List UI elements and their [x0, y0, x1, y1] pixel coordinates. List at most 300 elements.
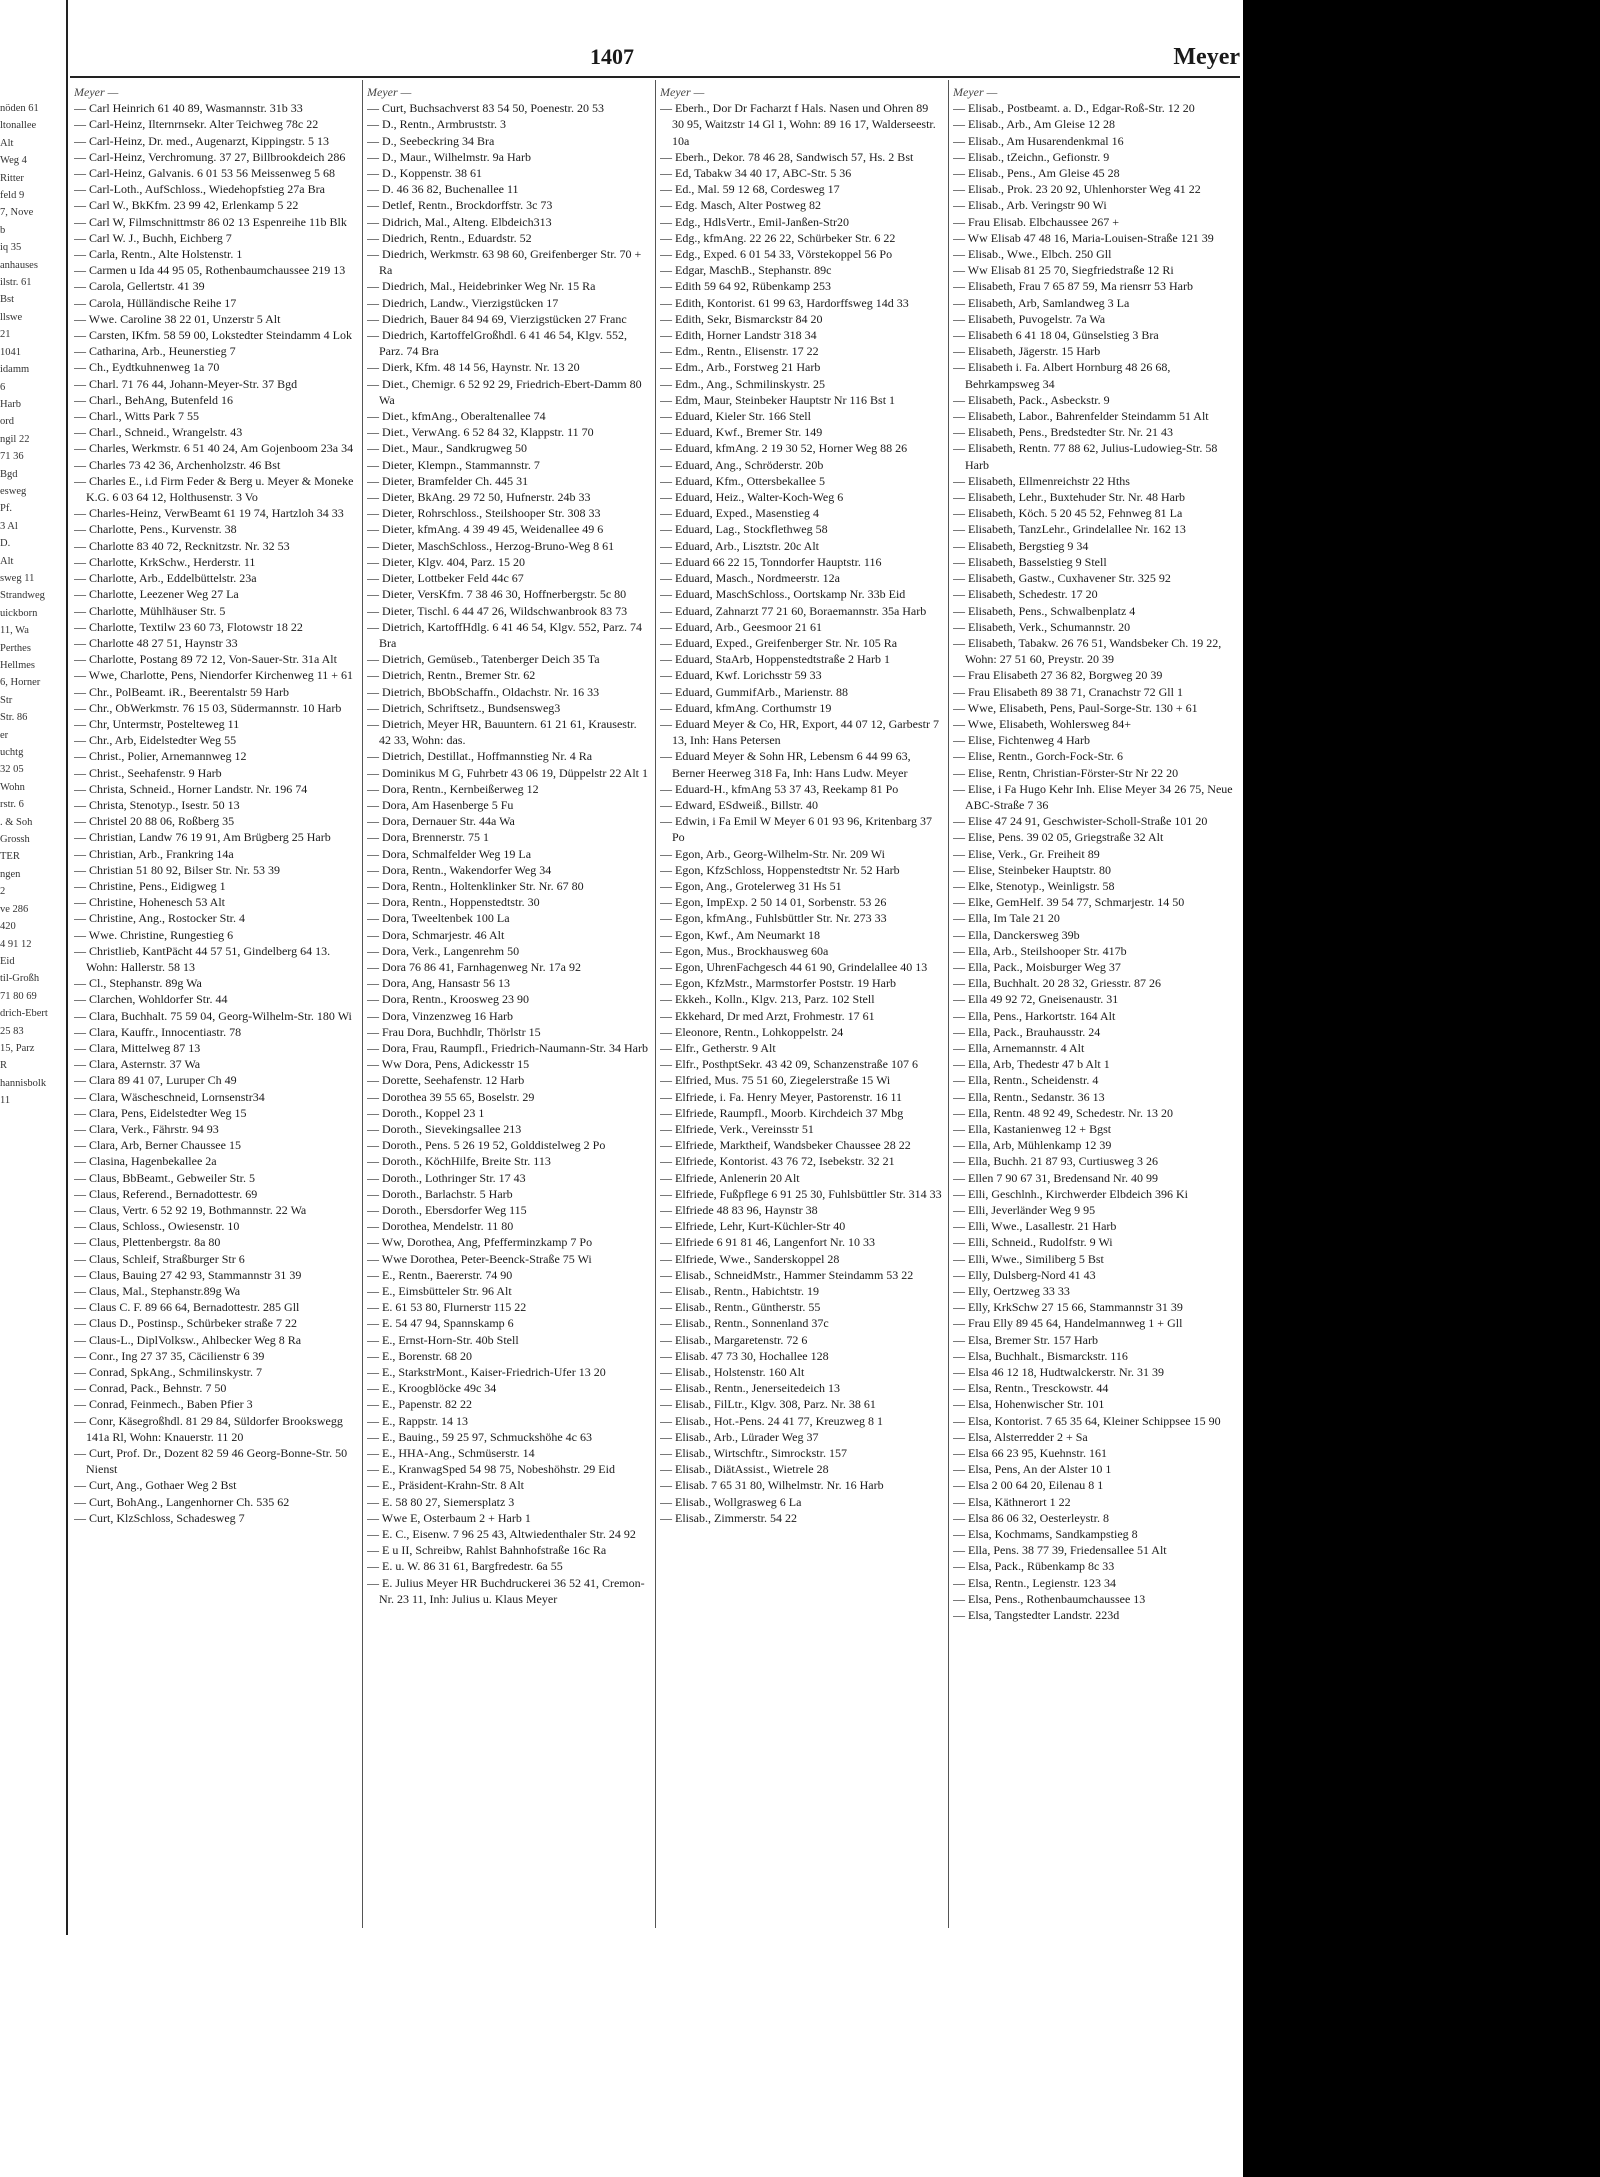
directory-entry: — Eduard, Masch., Nordmeerstr. 12a — [660, 571, 840, 586]
directory-entry: — Elisab., Rentn., Habichtstr. 19 — [660, 1284, 819, 1299]
directory-entry: — Elisab., SchneidMstr., Hammer Steindamm 53 22 — [660, 1267, 914, 1282]
directory-entry: — Ekkehard, Dr med Arzt, Frohmestr. 17 61 — [660, 1008, 875, 1023]
directory-entry: — Doroth., Ebersdorfer Weg 115 — [367, 1203, 527, 1218]
directory-entry: — Dieter, Tischl. 6 44 47 26, Wildschwanbrook 83 73 — [367, 603, 628, 618]
directory-entry: — Dieter, Rohrschloss., Steilshooper Str. 308 33 — [367, 506, 601, 521]
fragment-line: 420 — [0, 921, 16, 933]
directory-entry: — Elisab., Postbeamt. a. D., Edgar-Roß-Str. 12 20 — [953, 101, 1195, 116]
directory-entry: — Dominikus M G, Fuhrbetr 43 06 19, Düppelstr 22 Alt 1 — [367, 765, 648, 780]
directory-entry: — Elisab., Hot.-Pens. 24 41 77, Kreuzweg 8 1 — [660, 1413, 883, 1428]
directory-entry: — Christine, Ang., Rostocker Str. 4 — [74, 911, 245, 926]
directory-entry: — Chr., PolBeamt. iR., Beerentalstr 59 Harb — [74, 684, 289, 699]
directory-entry: — Elsa 66 23 95, Kuehnstr. 161 — [953, 1446, 1107, 1461]
directory-entry: — Carsten, IKfm. 58 59 00, Lokstedter Steindamm 4 Lok — [74, 328, 352, 343]
fragment-line: Alt — [0, 555, 14, 567]
directory-entry: — E., Rappstr. 14 13 — [367, 1413, 468, 1428]
directory-entry: — Elli, Wwe., Similiberg 5 Bst — [953, 1251, 1104, 1266]
directory-entry: — D., Maur., Wilhelmstr. 9a Harb — [367, 149, 531, 164]
directory-entry: — Elsa 2 00 64 20, Eilenau 8 1 — [953, 1478, 1104, 1493]
directory-entry: — Elisab., Rentn., Güntherstr. 55 — [660, 1300, 821, 1315]
directory-entry: — Egon, Ang., Grotelerweg 31 Hs 51 — [660, 878, 842, 893]
directory-entry: — Ww Elisab 47 48 16, Maria-Louisen-Straße 121 39 — [953, 230, 1214, 245]
directory-entry: — Ella, Rentn., Sedanstr. 36 13 — [953, 1089, 1105, 1104]
scan-background-edge — [1243, 0, 1600, 2177]
directory-entry: — E., Eimsbütteler Str. 96 Alt — [367, 1284, 512, 1299]
fragment-line: Pf. — [0, 503, 12, 515]
directory-entry: — Eberh., Dekor. 78 46 28, Sandwisch 57, Hs. 2 Bst — [660, 149, 914, 164]
directory-entry: — Elisab., Prok. 23 20 92, Uhlenhorster Weg 41 22 — [953, 182, 1201, 197]
directory-entry: — Elisab., Wwe., Elbch. 250 Gll — [953, 247, 1112, 262]
fragment-line: 2 — [0, 886, 6, 898]
directory-entry: — Elke, GemHelf. 39 54 77, Schmarjestr. 14 50 — [953, 895, 1185, 910]
directory-entry: — Wwe, Elisabeth, Wohlersweg 84+ — [953, 716, 1131, 731]
directory-entry: — Ella, Arnemannstr. 4 Alt — [953, 1040, 1085, 1055]
directory-entry: — Elisabeth, Verk., Schumannstr. 20 — [953, 619, 1131, 634]
directory-entry: — D., Koppenstr. 38 61 — [367, 166, 482, 181]
directory-entry: — Dierk, Kfm. 48 14 56, Haynstr. Nr. 13 20 — [367, 360, 580, 375]
directory-entry: — Ella, Danckersweg 39b — [953, 927, 1080, 942]
directory-entry: — Elke, Stenotyp., Weinligstr. 58 — [953, 878, 1115, 893]
directory-entry: — Elfriede, Lehr, Kurt-Küchler-Str 40 — [660, 1219, 846, 1234]
directory-entry: — Eduard, Kieler Str. 166 Stell — [660, 409, 811, 424]
directory-entry: — Wwe, Elisabeth, Pens, Paul-Sorge-Str. 130 + 61 — [953, 700, 1198, 715]
fragment-line: 25 83 — [0, 1025, 24, 1037]
directory-entry: — Elfr., PosthptSekr. 43 42 09, Schanzenstraße 107 6 — [660, 1057, 918, 1072]
directory-entry: — Elisabeth, Bergstieg 9 34 — [953, 538, 1089, 553]
fragment-line: 32 05 — [0, 764, 24, 776]
directory-entry: — Carl W, Filmschnittmstr 86 02 13 Espenreihe 11b Blk — [74, 214, 347, 229]
directory-entry: — Chr, Untermstr, Postelteweg 11 — [74, 716, 240, 731]
directory-entry: — Dorothea, Mendelstr. 11 80 — [367, 1219, 514, 1234]
header-rule — [70, 76, 1240, 78]
directory-entry: — Elli, Schneid., Rudolfstr. 9 Wi — [953, 1235, 1113, 1250]
directory-entry: — Egon, KfzSchloss, Hoppenstedtstr Nr. 52 Harb — [660, 862, 900, 877]
directory-entry: — Egon, Mus., Brockhausweg 60a — [660, 943, 829, 958]
directory-entry: — Elisabeth, Pens., Bredstedter Str. Nr. 21 43 — [953, 425, 1173, 440]
fragment-line: 6, Horner — [0, 677, 41, 689]
column-3 — [660, 84, 942, 1914]
directory-entry: — Egon, kfmAng., Fuhlsbüttler Str. Nr. 273 33 — [660, 911, 887, 926]
directory-entry: — E u II, Schreibw, Rahlst Bahnhofstraße 16c Ra — [367, 1543, 607, 1558]
directory-entry: — Claus, Schleif, Straßburger Str 6 — [74, 1251, 245, 1266]
page-header — [70, 44, 1240, 74]
directory-entry: — Elisab., Zimmerstr. 54 22 — [660, 1510, 797, 1525]
directory-entry: — Elisab., Rentn., Sonnenland 37c — [660, 1316, 829, 1331]
directory-entry: — Diet., Chemigr. 6 52 92 29, Friedrich-Ebert-Damm 80 Wa — [367, 376, 642, 407]
fragment-line: ilstr. 61 — [0, 277, 32, 289]
directory-entry: — Dora, Brennerstr. 75 1 — [367, 830, 489, 845]
directory-entry: — Ella, Pens. 38 77 39, Friedensallee 51 Alt — [953, 1543, 1167, 1558]
directory-entry: — Claus D., Postinsp., Schürbeker straße 7 22 — [74, 1316, 297, 1331]
directory-entry: — Edg. Masch, Alter Postweg 82 — [660, 198, 821, 213]
directory-entry: — Edm., Rentn., Elisenstr. 17 22 — [660, 344, 819, 359]
directory-entry: — Elisabeth, Lehr., Buxtehuder Str. Nr. 48 Harb — [953, 490, 1185, 505]
column-head: Meyer — — [953, 85, 998, 99]
directory-entry: — Claus C. F. 89 66 64, Bernadottestr. 285 Gll — [74, 1300, 300, 1315]
directory-entry: — Charlotte 83 40 72, Recknitzstr. Nr. 32 53 — [74, 538, 290, 553]
directory-entry: — Edith, Kontorist. 61 99 63, Hardorffsweg 14d 33 — [660, 295, 909, 310]
directory-entry: — Clara, Verk., Fährstr. 94 93 — [74, 1122, 219, 1136]
directory-entry: — Elisabeth i. Fa. Albert Hornburg 48 26 68, Behrkampsweg 34 — [953, 360, 1171, 391]
column-4 — [953, 84, 1235, 1914]
directory-entry: — Claus, Referend., Bernadottestr. 69 — [74, 1186, 258, 1201]
directory-entry: — Eduard 66 22 15, Tonndorfer Hauptstr. 116 — [660, 554, 882, 569]
directory-entry: — Charlotte, Mühlhäuser Str. 5 — [74, 603, 226, 618]
directory-entry: — Dieter, VersKfm. 7 38 46 30, Hoffnerbergstr. 5c 80 — [367, 587, 627, 602]
directory-entry: — Conrad, SpkAng., Schmilinskystr. 7 — [74, 1365, 263, 1380]
directory-entry: — Ww, Dorothea, Ang, Pfefferminzkamp 7 Po — [367, 1235, 593, 1250]
directory-entry: — Doroth., KöchHilfe, Breite Str. 113 — [367, 1154, 551, 1169]
fragment-line: rstr. 6 — [0, 799, 24, 811]
directory-entry: — Eduard, Arb., Lisztstr. 20c Alt — [660, 538, 819, 553]
directory-entry: — Wwe. Christine, Rungestieg 6 — [74, 927, 234, 942]
directory-entry: — Claus, Mal., Stephanstr.89g Wa — [74, 1284, 241, 1299]
directory-entry: — Eduard, Heiz., Walter-Koch-Weg 6 — [660, 490, 844, 505]
directory-entry: — Dieter, kfmAng. 4 39 49 45, Weidenallee 49 6 — [367, 522, 604, 537]
directory-entry: — Edith, Horner Landstr 318 34 — [660, 328, 817, 343]
directory-entry: — Christian, Landw 76 19 91, Am Brügberg 25 Harb — [74, 830, 331, 845]
directory-entry: — Dietrich, Gemüseb., Tatenberger Deich 35 Ta — [367, 652, 600, 667]
directory-entry: — Claus, Vertr. 6 52 92 19, Bothmannstr. 22 Wa — [74, 1203, 307, 1218]
directory-entry: — D. 46 36 82, Buchenallee 11 — [367, 182, 519, 197]
directory-entry: — E., Ernst-Horn-Str. 40b Stell — [367, 1332, 519, 1347]
directory-entry: — Eduard-H., kfmAng 53 37 43, Reekamp 81 Po — [660, 781, 899, 796]
directory-entry: — Christ., Seehafenstr. 9 Harb — [74, 765, 222, 780]
directory-entry: — Elisab., Pens., Am Gleise 45 28 — [953, 166, 1120, 181]
directory-entry: — Eduard, Zahnarzt 77 21 60, Boraemannstr. 35a Harb — [660, 603, 927, 618]
directory-entry: — Elfriede, Fußpflege 6 91 25 30, Fuhlsbüttler Str. 314 33 — [660, 1186, 942, 1201]
directory-entry: — Elisabeth, Basselstieg 9 Stell — [953, 554, 1107, 569]
directory-entry: — Elisab., Arb., Lürader Weg 37 — [660, 1429, 819, 1444]
directory-entry: — Chr., ObWerkmstr. 76 15 03, Südermannstr. 10 Harb — [74, 700, 342, 715]
directory-entry: — Dora, Vinzenzweg 16 Harb — [367, 1008, 514, 1023]
directory-entry: — Chr., Arb, Eidelstedter Weg 55 — [74, 733, 237, 748]
directory-entry: — Egon, Kwf., Am Neumarkt 18 — [660, 927, 820, 942]
directory-entry: — Egon, UhrenFachgesch 44 61 90, Grindelallee 40 13 — [660, 959, 928, 974]
fragment-line: llswe — [0, 311, 23, 323]
fragment-line: Grossh — [0, 834, 30, 846]
directory-entry: — Charlotte 48 27 51, Haynstr 33 — [74, 635, 238, 650]
directory-entry: — E. 54 47 94, Spannskamp 6 — [367, 1316, 514, 1331]
fragment-line: 11 — [0, 1095, 11, 1107]
directory-entry: — Elfriede, Wwe., Sanderskoppel 28 — [660, 1251, 840, 1266]
directory-entry: — Edwin, i Fa Emil W Meyer 6 01 93 96, Kritenbarg 37 Po — [660, 814, 932, 845]
directory-entry: — Elli, Jeverländer Weg 9 95 — [953, 1203, 1096, 1218]
directory-entry: — E., HHA-Ang., Schmüserstr. 14 — [367, 1446, 535, 1461]
directory-entry: — Christa, Schneid., Horner Landstr. Nr. 196 74 — [74, 781, 308, 796]
directory-entry: — Elisab., tZeichn., Gefionstr. 9 — [953, 149, 1110, 164]
directory-entry: — Elise, Rentn., Gorch-Fock-Str. 6 — [953, 749, 1123, 764]
directory-entry: — Dieter, Klgv. 404, Parz. 15 20 — [367, 554, 526, 569]
fragment-line: 71 36 — [0, 451, 24, 463]
fragment-line: idamm — [0, 364, 30, 376]
directory-entry: — Carola, Hülländische Reihe 17 — [74, 295, 237, 310]
directory-entry: — Elise, Rentn, Christian-Förster-Str Nr 22 20 — [953, 765, 1179, 780]
directory-entry: — Clara, Kauffr., Innocentiastr. 78 — [74, 1024, 242, 1039]
fragment-line: ltonallee — [0, 120, 37, 132]
fragment-line: Eid — [0, 955, 15, 967]
fragment-line: D. — [0, 538, 11, 550]
directory-entry: — Ella, Arb., Steilshooper Str. 417b — [953, 943, 1127, 958]
directory-entry: — Diet., Maur., Sandkrugweg 50 — [367, 441, 527, 456]
fragment-line: 3 Al — [0, 520, 18, 532]
fragment-line: 11, Wa — [0, 625, 29, 637]
directory-entry: — Elsa, Buchhalt., Bismarckstr. 116 — [953, 1348, 1128, 1363]
directory-entry: — Dietrich, BbObSchaffn., Oldachstr. Nr. 16 33 — [367, 684, 600, 699]
fragment-line: 7, Nove — [0, 207, 34, 219]
fragment-line: iq 35 — [0, 242, 22, 254]
directory-entry: — Egon, Arb., Georg-Wilhelm-Str. Nr. 209 Wi — [660, 846, 885, 861]
directory-entry: — Dora, Dernauer Str. 44a Wa — [367, 814, 515, 829]
directory-entry: — Elisabeth, Köch. 5 20 45 52, Fehnweg 81 La — [953, 506, 1183, 521]
directory-entry: — Curt, Buchsachverst 83 54 50, Poenestr. 20 53 — [367, 101, 604, 116]
directory-entry: — Charl. 71 76 44, Johann-Meyer-Str. 37 Bgd — [74, 376, 298, 391]
directory-entry: — E., StarkstrMont., Kaiser-Friedrich-Ufer 13 20 — [367, 1365, 606, 1380]
directory-entry: — Ella, Im Tale 21 20 — [953, 911, 1060, 926]
directory-entry: — Elisabeth, Pack., Asbeckstr. 9 — [953, 392, 1110, 407]
directory-entry: — Dora, Rentn., Holtenklinker Str. Nr. 67 80 — [367, 878, 584, 893]
directory-entry: — Christine, Pens., Eidigweg 1 — [74, 878, 226, 893]
directory-entry: — E., Präsident-Krahn-Str. 8 Alt — [367, 1478, 524, 1493]
fragment-line: Harb — [0, 398, 21, 410]
directory-entry: — Dietrich, Destillat., Hoffmannstieg Nr. 4 Ra — [367, 749, 593, 764]
directory-entry: — Elisab. 7 65 31 80, Wilhelmstr. Nr. 16 Harb — [660, 1478, 884, 1493]
directory-entry: — Elisabeth, Pens., Schwalbenplatz 4 — [953, 603, 1136, 618]
directory-entry: — Elisab., DiätAssist., Wietrele 28 — [660, 1462, 829, 1477]
directory-entry: — Charles, Werkmstr. 6 51 40 24, Am Gojenboom 23a 34 — [74, 441, 354, 456]
directory-entry: — Clara, Mittelweg 87 13 — [74, 1040, 201, 1055]
directory-entry: — Elisabeth, Jägerstr. 15 Harb — [953, 344, 1101, 359]
directory-entry: — Elsa, Käthnerort 1 22 — [953, 1494, 1071, 1509]
directory-entry: — Eduard Meyer & Sohn HR, Lebensm 6 44 99 63, Berner Heerweg 318 Fa, Inh: Hans Ludw. Meyer — [660, 749, 911, 780]
directory-entry: — Charlotte, Postang 89 72 12, Von-Sauer-Str. 31a Alt — [74, 652, 337, 667]
directory-entry: — Eduard, Arb., Geesmoor 21 61 — [660, 619, 822, 634]
directory-entry: — Elisabeth, Arb, Samlandweg 3 La — [953, 295, 1130, 310]
directory-entry: — Detlef, Rentn., Brockdorffstr. 3c 73 — [367, 198, 553, 213]
directory-entry: — Elise, Steinbeker Hauptstr. 80 — [953, 862, 1111, 877]
directory-entry: — Dora, Rentn., Kroosweg 23 90 — [367, 992, 529, 1007]
column-rule — [948, 80, 949, 1928]
directory-entry: — E. 61 53 80, Flurnerstr 115 22 — [367, 1300, 527, 1315]
directory-entry: — E. C., Eisenw. 7 96 25 43, Altwiedenthaler Str. 24 92 — [367, 1527, 636, 1542]
running-head: Meyer — [1173, 44, 1240, 70]
directory-entry: — Diedrich, Bauer 84 94 69, Vierzigstücken 27 Franc — [367, 311, 627, 326]
directory-entry: — Dietrich, Schriftsetz., Bundsensweg3 — [367, 700, 561, 715]
directory-entry: — Dora, Verk., Langenrehm 50 — [367, 943, 520, 958]
directory-entry: — E., Papenstr. 82 22 — [367, 1397, 472, 1412]
directory-entry: — Charlotte, Arb., Eddelbüttelstr. 23a — [74, 571, 257, 586]
directory-entry: — Charles-Heinz, VerwBeamt 61 19 74, Hartzloh 34 33 — [74, 506, 344, 521]
directory-entry: — Curt, KlzSchloss, Schadesweg 7 — [74, 1510, 245, 1525]
fragment-line: 21 — [0, 329, 11, 341]
fragment-line: . & Soh — [0, 816, 33, 828]
directory-entry: — Ella, Rentn. 48 92 49, Schedestr. Nr. 13 20 — [953, 1105, 1173, 1120]
directory-entry: — Elsa, Tangstedter Landstr. 223d — [953, 1608, 1120, 1623]
directory-entry: — Ella, Pens., Harkortstr. 164 Alt — [953, 1008, 1116, 1023]
directory-entry: — Ella, Rentn., Scheidenstr. 4 — [953, 1073, 1099, 1088]
directory-entry: — Didrich, Mal., Alteng. Elbdeich313 — [367, 214, 552, 229]
directory-entry: — Charlotte, KrkSchw., Herderstr. 11 — [74, 554, 256, 569]
directory-entry: — Carl Heinrich 61 40 89, Wasmannstr. 31b 33 — [74, 101, 303, 116]
directory-entry: — Eberh., Dor Dr Facharzt f Hals. Nasen und Ohren 89 30 95, Waitzstr 14 Gl 1, Wohn: 89 16 17, Walderseestr. 10a — [660, 101, 936, 148]
column-rule — [362, 80, 363, 1928]
directory-entry: — Carl-Heinz, Ilternrnsekr. Alter Teichweg 78c 22 — [74, 117, 319, 132]
directory-entry: — Ww Elisab 81 25 70, Siegfriedstraße 12 Ri — [953, 263, 1174, 278]
fragment-line: er — [0, 729, 9, 741]
directory-entry: — Conr., Ing 27 37 35, Cäcilienstr 6 39 — [74, 1348, 265, 1363]
directory-entry: — Wwe E, Osterbaum 2 + Harb 1 — [367, 1510, 531, 1525]
fragment-line: esweg — [0, 485, 27, 497]
directory-entry: — Elisabeth, Puvogelstr. 7a Wa — [953, 311, 1106, 326]
directory-entry: — Clara 89 41 07, Luruper Ch 49 — [74, 1073, 237, 1088]
directory-entry: — Wwe. Caroline 38 22 01, Unzerstr 5 Alt — [74, 311, 281, 326]
directory-entry: — Charlotte, Pens., Kurvenstr. 38 — [74, 522, 237, 537]
directory-entry: — Doroth., Lothringer Str. 17 43 — [367, 1170, 526, 1185]
fragment-line: ord — [0, 416, 14, 428]
directory-entry: — Claus, Schloss., Owiesenstr. 10 — [74, 1219, 240, 1234]
directory-entry: — Conrad, Feinmech., Baben Pfier 3 — [74, 1397, 253, 1412]
directory-entry: — Elfriede, Anlenerin 20 Alt — [660, 1170, 800, 1185]
directory-entry: — Diedrich, Landw., Vierzigstücken 17 — [367, 295, 559, 310]
directory-entry: — Eduard, Exped., Greifenberger Str. Nr. 105 Ra — [660, 635, 898, 650]
directory-entry: — Elise, i Fa Hugo Kehr Inh. Elise Meyer 34 26 75, Neue ABC-Straße 7 36 — [953, 781, 1233, 812]
directory-entry: — Carl W. J., Buchh, Eichberg 7 — [74, 230, 232, 245]
directory-entry: — Elly, KrkSchw 27 15 66, Stammannstr 31 39 — [953, 1300, 1183, 1315]
directory-entry: — Diedrich, Rentn., Eduardstr. 52 — [367, 230, 532, 245]
fragment-line: Str. 86 — [0, 712, 28, 724]
directory-entry: — Elsa 86 06 32, Oesterleystr. 8 — [953, 1510, 1109, 1525]
directory-entry: — Clara, Arb, Berner Chaussee 15 — [74, 1138, 241, 1153]
directory-entry: — Christian 51 80 92, Bilser Str. Nr. 53 39 — [74, 862, 281, 877]
directory-entry: — Christel 20 88 06, Roßberg 35 — [74, 814, 235, 829]
directory-entry: — Christian, Arb., Frankring 14a — [74, 846, 234, 861]
directory-entry: — Dorothea 39 55 65, Boselstr. 29 — [367, 1089, 535, 1104]
directory-entry: — Diet., VerwAng. 6 52 84 32, Klappstr. 11 70 — [367, 425, 594, 440]
fragment-line: Str — [0, 694, 13, 706]
directory-entry: — Conr, Käsegroßhdl. 81 29 84, Süldorfer Brookswegg 141a Rl, Wohn: Knauerstr. 11 20 — [74, 1413, 343, 1444]
directory-entry: — Eduard, GummifArb., Marienstr. 88 — [660, 684, 848, 699]
directory-entry: — Eleonore, Rentn., Lohkoppelstr. 24 — [660, 1024, 844, 1039]
directory-entry: — Dora, Schmalfelder Weg 19 La — [367, 846, 532, 861]
directory-entry: — Elise, Fichtenweg 4 Harb — [953, 733, 1090, 748]
directory-entry: — D., Seebeckring 34 Bra — [367, 133, 495, 148]
directory-entry: — Elisab., Wollgrasweg 6 La — [660, 1494, 802, 1509]
directory-entry: — E. 58 80 27, Siemersplatz 3 — [367, 1494, 515, 1509]
fragment-line: ngen — [0, 868, 21, 880]
fragment-line: ve 286 — [0, 903, 29, 915]
directory-entry: — D., Rentn., Armbruststr. 3 — [367, 117, 507, 132]
directory-entry: — Carl-Loth., AufSchloss., Wiedehopfstieg 27a Bra — [74, 182, 325, 197]
directory-entry: — Edm., Arb., Forstweg 21 Harb — [660, 360, 821, 375]
column-head: Meyer — — [74, 85, 119, 99]
directory-entry: — Charles 73 42 36, Archenholzstr. 46 Bst — [74, 457, 281, 472]
directory-entry: — Eduard, Kwf., Bremer Str. 149 — [660, 425, 823, 440]
directory-entry: — Clasina, Hagenbekallee 2a — [74, 1154, 217, 1169]
directory-entry: — Dora 76 86 41, Farnhagenweg Nr. 17a 92 — [367, 959, 581, 974]
directory-entry: — Elisabeth 6 41 18 04, Günselstieg 3 Bra — [953, 328, 1159, 343]
directory-entry: — Diedrich, Werkmstr. 63 98 60, Greifenberger Str. 70 + Ra — [367, 247, 642, 278]
directory-entry: — Ekkeh., Kolln., Klgv. 213, Parz. 102 Stell — [660, 992, 875, 1007]
directory-entry: — Elisab., FilLtr., Klgv. 308, Parz. Nr. 38 61 — [660, 1397, 876, 1412]
gutter-line — [66, 0, 68, 1935]
directory-entry: — Ella, Buchh. 21 87 93, Curtiusweg 3 26 — [953, 1154, 1158, 1169]
directory-entry: — Dora, Schmarjestr. 46 Alt — [367, 927, 505, 942]
directory-entry: — Curt, BohAng., Langenhorner Ch. 535 62 — [74, 1494, 290, 1509]
fragment-line: hannisbolk — [0, 1077, 47, 1089]
directory-entry: — Elli, Geschlnh., Kirchwerder Elbdeich 396 Ki — [953, 1186, 1188, 1201]
directory-entry: — Dora, Tweeltenbek 100 La — [367, 911, 510, 926]
directory-entry: — Elsa, Kontorist. 7 65 35 64, Kleiner Schippsee 15 90 — [953, 1413, 1221, 1428]
directory-entry: — Charl., BehAng, Butenfeld 16 — [74, 392, 233, 407]
directory-entry: — Elsa, Pens., Rothenbaumchaussee 13 — [953, 1591, 1146, 1606]
previous-page-fragment — [0, 100, 62, 1930]
directory-entry: — Ch., Eydtkuhnenweg 1a 70 — [74, 360, 220, 375]
directory-entry: — Ella 49 92 72, Gneisenaustr. 31 — [953, 992, 1119, 1007]
directory-entry: — Elsa 46 12 18, Hudtwalckerstr. Nr. 31 39 — [953, 1365, 1164, 1380]
directory-entry: — Elisabeth, Ellmenreichstr 22 Hths — [953, 473, 1130, 488]
directory-entry: — Edg., HdlsVertr., Emil-Janßen-Str20 — [660, 214, 849, 229]
directory-entry: — Dora, Ang, Hansastr 56 13 — [367, 976, 510, 991]
directory-entry: — Elisab. 47 73 30, Hochallee 128 — [660, 1348, 829, 1363]
directory-entry: — Ella, Pack., Brauhausstr. 24 — [953, 1024, 1101, 1039]
directory-entry: — Dora, Rentn., Hoppenstedtstr. 30 — [367, 895, 540, 910]
directory-entry: — Elisab., Rentn., Jenerseitedeich 13 — [660, 1381, 840, 1396]
directory-entry: — Dietrich, KartoffHdlg. 6 41 46 54, Klgv. 552, Parz. 74 Bra — [367, 619, 642, 650]
directory-entry: — Elsa, Pens, An der Alster 10 1 — [953, 1462, 1112, 1477]
directory-entry: — Egon, KfzMstr., Marmstorfer Poststr. 19 Harb — [660, 976, 896, 991]
directory-entry: — Eduard, Kfm., Ottersbekallee 5 — [660, 473, 825, 488]
fragment-line: nöden 61 — [0, 103, 39, 114]
directory-entry: — Eduard, StaArb, Hoppenstedtstraße 2 Harb 1 — [660, 652, 890, 667]
fragment-line: Hellmes — [0, 660, 35, 671]
directory-entry: — Elisabeth, Tabakw. 26 76 51, Wandsbeker Ch. 19 22, Wohn: 27 51 60, Preystr. 20 39 — [953, 635, 1222, 667]
fragment-line: 15, Parz — [0, 1042, 35, 1054]
fragment-line: til-Großh — [0, 973, 40, 985]
directory-entry: — Diet., kfmAng., Oberaltenallee 74 — [367, 409, 546, 424]
directory-entry: — Elisab., Am Husarendenkmal 16 — [953, 133, 1124, 148]
directory-entry: — Christa, Stenotyp., Isestr. 50 13 — [74, 797, 240, 812]
directory-entry: — Elsa, Bremer Str. 157 Harb — [953, 1332, 1098, 1347]
fragment-line: 71 80 69 — [0, 990, 37, 1002]
directory-entry: — Clara, Wäscheschneid, Lornsenstr34 — [74, 1089, 265, 1104]
fragment-line: Wohn — [0, 781, 25, 793]
directory-entry: — Elisabeth, Labor., Bahrenfelder Steindamm 51 Alt — [953, 409, 1209, 424]
directory-entry: — Charlotte, Textilw 23 60 73, Flotowstr 18 22 — [74, 619, 303, 634]
directory-entry: — Ella, Kastanienweg 12 + Bgst — [953, 1122, 1112, 1136]
directory-entry: — Ed, Tabakw 34 40 17, ABC-Str. 5 36 — [660, 166, 852, 181]
fragment-line: feld 9 — [0, 190, 25, 202]
directory-entry: — Doroth., Koppel 23 1 — [367, 1105, 485, 1120]
fragment-line: R — [0, 1060, 8, 1072]
directory-entry: — Wwe Dorothea, Peter-Beenck-Straße 75 Wi — [367, 1251, 592, 1266]
fragment-line: ngil 22 — [0, 433, 30, 445]
directory-entry: — Edith 59 64 92, Rübenkamp 253 — [660, 279, 831, 294]
fragment-line: anhauses — [0, 259, 38, 271]
directory-entry: — Elsa, Hohenwischer Str. 101 — [953, 1397, 1105, 1412]
directory-entry: — Elfriede 48 83 96, Haynstr 38 — [660, 1203, 818, 1218]
fragment-line: b — [0, 224, 6, 236]
directory-entry: — Ellen 7 90 67 31, Bredensand Nr. 40 99 — [953, 1170, 1158, 1185]
fragment-line: Strandweg — [0, 590, 45, 602]
directory-entry: — E. u. W. 86 31 61, Bargfredestr. 6a 55 — [367, 1559, 563, 1574]
directory-entry: — Dieter, MaschSchloss., Herzog-Bruno-Weg 8 61 — [367, 538, 615, 553]
directory-entry: — Eduard, kfmAng. 2 19 30 52, Horner Weg 88 26 — [660, 441, 908, 456]
directory-entry: — Elfriede 6 91 81 46, Langenfort Nr. 10 33 — [660, 1235, 875, 1250]
directory-entry: — Elisabeth, Gastw., Cuxhavener Str. 325 92 — [953, 571, 1171, 586]
directory-entry: — Elly, Dulsberg-Nord 41 43 — [953, 1267, 1096, 1282]
fragment-line: 1041 — [0, 346, 21, 358]
directory-entry: — Frau Elisabeth 89 38 71, Cranachstr 72 Gll 1 — [953, 684, 1183, 699]
